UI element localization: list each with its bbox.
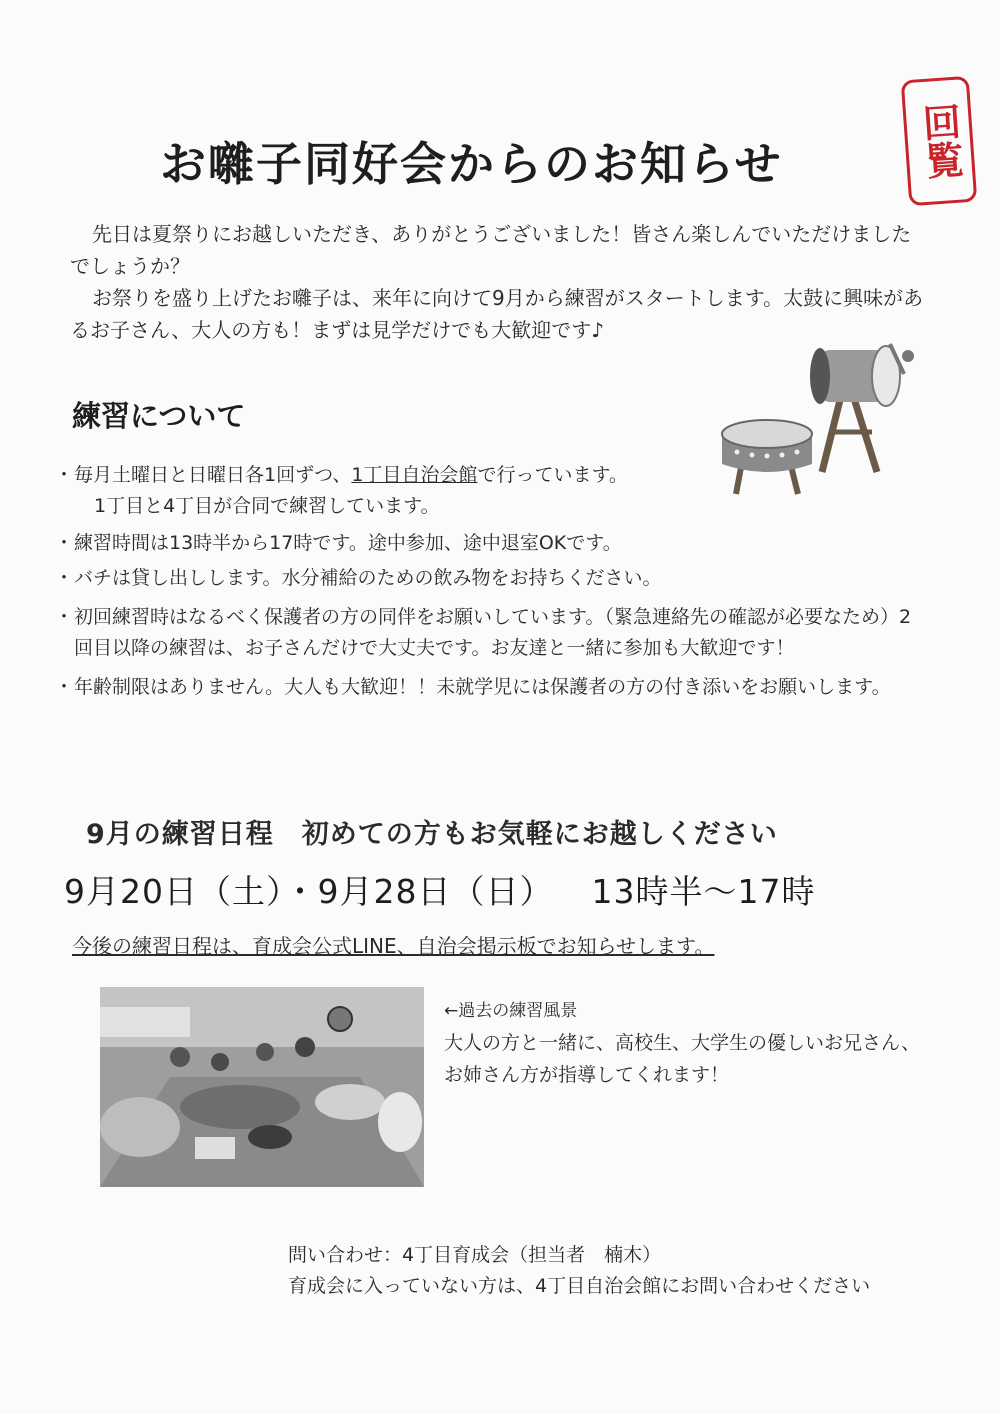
page-title: お囃子同好会からのお知らせ (160, 137, 783, 191)
list-item: ・年齢制限はありません。大人も大歓迎！！未就学児には保護者の方の付き添いをお願いします。 (54, 676, 891, 698)
photo-description: 大人の方と一緒に、高校生、大学生の優しいお兄さん、お姉さん方が指導してくれます！ (444, 1032, 921, 1086)
contact-line-1: 問い合わせ：4丁目育成会（担当者 楠木） (288, 1244, 662, 1266)
list-item: ・毎月土曜日と日曜日各1回ずつ、1丁目自治会館で行っています。 1丁目と4丁目が合同で練習しています。 (54, 464, 628, 517)
schedule-notice: 今後の練習日程は、育成会公式LINE、自治会掲示板でお知らせします。 (72, 934, 715, 958)
list-item: ・初回練習時はなるべく保護者の方の同伴をお願いしています。（緊急連絡先の確認が必要なため）2回目以降の練習は、お子さんだけで大丈夫です。お友達と一緒に参加も大歓迎です！ (54, 606, 912, 659)
contact-info (288, 1240, 870, 1302)
large-drum-icon (810, 344, 914, 472)
circulation-stamp (901, 76, 978, 206)
practice-photo (100, 987, 424, 1187)
contact-line-2: 育成会に入っていない方は、4丁目自治会館にお問い合わせください (288, 1275, 871, 1297)
intro-paragraph-1: 先日は夏祭りにお越しいただき、ありがとうございました！皆さん楽しんでいただけましたでしょうか？ (70, 222, 912, 278)
schedule-dates: 9月20日（土）・9月28日（日） (64, 872, 554, 911)
list-item: ・バチは貸し出しします。水分補給のための飲み物をお持ちください。 (54, 567, 662, 589)
practice-heading: 練習について (72, 399, 246, 433)
practice-list (54, 460, 914, 707)
practice-photo-image (100, 987, 424, 1187)
schedule-time: 13時半～17時 (591, 872, 816, 911)
schedule-heading: 9月の練習日程 初めての方もお気軽にお越しください (86, 819, 778, 850)
photo-caption (444, 995, 934, 1091)
list-item: ・練習時間は13時半から17時です。途中参加、途中退室OKです。 (54, 532, 622, 554)
schedule-dates-row (64, 866, 815, 913)
intro-paragraph-2: お祭りを盛り上げたお囃子は、来年に向けて9月から練習がスタートします。太鼓に興味があるお子さん、大人の方も！まずは見学だけでも大歓迎です♪ (70, 286, 924, 342)
hall-link: 1丁目自治会館 (351, 464, 478, 486)
circulation-stamp-text: 回覧 (915, 101, 965, 181)
photo-label: ←過去の練習風景 (444, 1001, 578, 1021)
